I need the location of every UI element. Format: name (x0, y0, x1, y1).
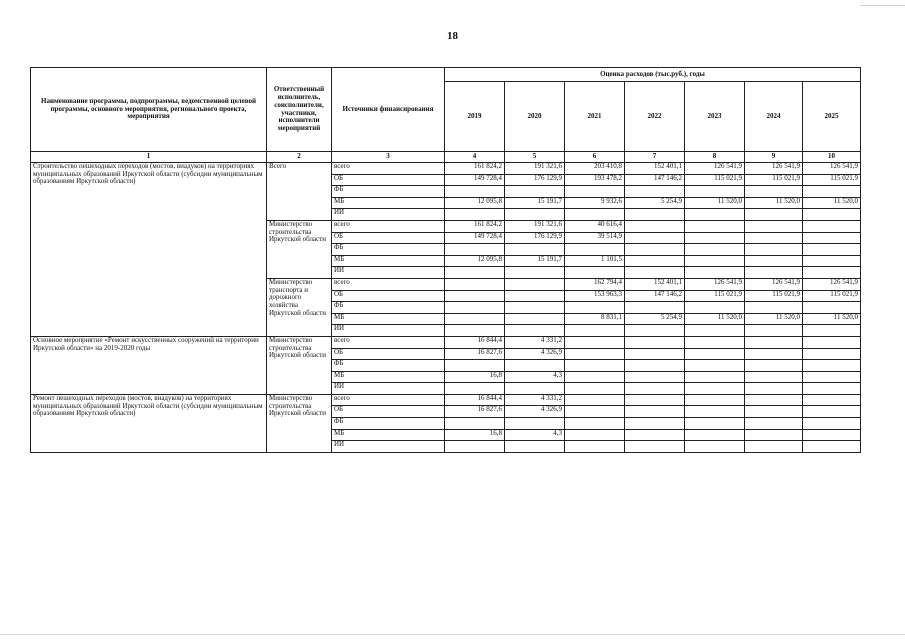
budget-value: 4,3 (505, 371, 565, 383)
header-name: Наименование программы, подпрограммы, ведомственной целевой программы, основного мероприятия, регионального проекта, мероприятия (31, 68, 267, 152)
funding-source: МБ (332, 429, 445, 441)
budget-value (625, 209, 685, 221)
column-number: 4 (445, 152, 505, 163)
budget-value (505, 360, 565, 372)
budget-value: 147 146,2 (625, 174, 685, 186)
budget-value (803, 209, 861, 221)
header-year: 2023 (685, 82, 745, 152)
funding-source: МБ (332, 371, 445, 383)
budget-value (445, 313, 505, 325)
column-number: 10 (803, 152, 861, 163)
budget-value (745, 232, 803, 244)
funding-source: ИИ (332, 267, 445, 279)
budget-value: 126 541,9 (685, 278, 745, 290)
budget-value: 152 401,1 (625, 163, 685, 175)
budget-value (625, 232, 685, 244)
funding-source: ИИ (332, 325, 445, 337)
budget-value (625, 383, 685, 395)
budget-value (445, 302, 505, 314)
budget-value (685, 394, 745, 406)
budget-value (803, 255, 861, 267)
budget-value (565, 360, 625, 372)
budget-value: 40 616,4 (565, 220, 625, 232)
budget-value (745, 220, 803, 232)
budget-value: 16,8 (445, 429, 505, 441)
funding-source: ОБ (332, 406, 445, 418)
budget-value (565, 302, 625, 314)
budget-value: 149 728,4 (445, 232, 505, 244)
budget-value (445, 325, 505, 337)
budget-table (30, 67, 861, 453)
funding-source: ФБ (332, 360, 445, 372)
row-executor: Министерство строительства Иркутской области (267, 336, 332, 394)
budget-value (803, 418, 861, 430)
column-number: 8 (685, 152, 745, 163)
budget-value (803, 441, 861, 453)
funding-source: ФБ (332, 186, 445, 198)
budget-value (685, 429, 745, 441)
budget-value (505, 418, 565, 430)
budget-value: 191 321,6 (505, 220, 565, 232)
header-estimate: Оценка расходов (тыс.руб.), годы (445, 68, 861, 82)
budget-value: 11 520,0 (803, 313, 861, 325)
funding-source: ФБ (332, 302, 445, 314)
funding-source: МБ (332, 313, 445, 325)
header-source: Источники финансирования (332, 68, 445, 152)
column-number: 2 (267, 152, 332, 163)
budget-value (445, 360, 505, 372)
budget-value: 149 728,4 (445, 174, 505, 186)
budget-value: 152 401,1 (625, 278, 685, 290)
budget-value: 5 254,9 (625, 197, 685, 209)
budget-value: 11 520,0 (745, 313, 803, 325)
budget-value (505, 325, 565, 337)
budget-value: 8 831,1 (565, 313, 625, 325)
budget-value (505, 313, 565, 325)
budget-value (685, 418, 745, 430)
budget-value (625, 418, 685, 430)
budget-value: 12 095,8 (445, 197, 505, 209)
budget-value (625, 348, 685, 360)
header-year: 2019 (445, 82, 505, 152)
budget-value (625, 360, 685, 372)
budget-value (565, 383, 625, 395)
funding-source: всего (332, 336, 445, 348)
budget-value (505, 244, 565, 256)
column-number: 6 (565, 152, 625, 163)
budget-value (745, 394, 803, 406)
budget-value (565, 429, 625, 441)
budget-value (625, 255, 685, 267)
budget-value (803, 394, 861, 406)
row-name: Строительство пешеходных переходов (мостов, виадуков) на территориях муниципальных образований Иркутской области (субсидии муниципальным образованиям Иркутской области) (31, 163, 267, 337)
row-name: Ремонт пешеходных переходов (мостов, виадуков) на территориях муниципальных образований Иркутской области (субсидии муниципальным образованиям Иркутской области) (31, 394, 267, 452)
budget-value (803, 371, 861, 383)
budget-value (803, 325, 861, 337)
budget-value (565, 267, 625, 279)
funding-source: всего (332, 163, 445, 175)
funding-source: ИИ (332, 209, 445, 221)
budget-value (565, 325, 625, 337)
budget-value (505, 186, 565, 198)
budget-value: 126 541,9 (685, 163, 745, 175)
budget-value (745, 406, 803, 418)
budget-value: 16,8 (445, 371, 505, 383)
budget-value: 126 541,9 (745, 163, 803, 175)
budget-value: 126 541,9 (745, 278, 803, 290)
budget-value: 39 514,9 (565, 232, 625, 244)
budget-value: 176 129,9 (505, 174, 565, 186)
funding-source: ОБ (332, 348, 445, 360)
budget-value (565, 186, 625, 198)
budget-value (505, 290, 565, 302)
row-executor: Всего (267, 163, 332, 221)
budget-value (685, 244, 745, 256)
budget-value: 153 963,3 (565, 290, 625, 302)
scan-artifact-line (0, 634, 905, 635)
budget-value: 115 021,9 (745, 290, 803, 302)
budget-value: 12 095,8 (445, 255, 505, 267)
budget-value: 11 520,0 (803, 197, 861, 209)
budget-value (803, 267, 861, 279)
budget-value (445, 441, 505, 453)
budget-value (625, 371, 685, 383)
budget-value (745, 418, 803, 430)
budget-value (803, 383, 861, 395)
budget-value: 4 331,2 (505, 394, 565, 406)
budget-value (745, 441, 803, 453)
header-year: 2024 (745, 82, 803, 152)
budget-value: 15 191,7 (505, 255, 565, 267)
funding-source: всего (332, 394, 445, 406)
budget-value (685, 383, 745, 395)
column-number: 1 (31, 152, 267, 163)
budget-value (745, 429, 803, 441)
header-year: 2020 (505, 82, 565, 152)
budget-value (625, 406, 685, 418)
budget-value: 176 129,9 (505, 232, 565, 244)
budget-value (445, 290, 505, 302)
funding-source: всего (332, 278, 445, 290)
budget-value (625, 429, 685, 441)
funding-source: ФБ (332, 244, 445, 256)
budget-value: 126 541,9 (803, 163, 861, 175)
budget-value (685, 232, 745, 244)
scan-artifact-line (860, 5, 905, 6)
budget-value (505, 441, 565, 453)
budget-value: 4,3 (505, 429, 565, 441)
column-number: 9 (745, 152, 803, 163)
budget-value (745, 209, 803, 221)
budget-value (445, 209, 505, 221)
budget-value (803, 348, 861, 360)
budget-value (745, 336, 803, 348)
budget-value (505, 383, 565, 395)
budget-value (745, 371, 803, 383)
budget-value (685, 302, 745, 314)
budget-value (625, 394, 685, 406)
budget-value (625, 302, 685, 314)
budget-value (445, 244, 505, 256)
budget-value (803, 186, 861, 198)
column-number: 5 (505, 152, 565, 163)
page-number: 18 (447, 30, 458, 42)
budget-value (745, 348, 803, 360)
budget-value (445, 267, 505, 279)
budget-value: 16 844,4 (445, 336, 505, 348)
budget-value (565, 209, 625, 221)
header-year: 2022 (625, 82, 685, 152)
budget-value (685, 267, 745, 279)
funding-source: ИИ (332, 441, 445, 453)
budget-value (505, 209, 565, 221)
budget-value: 161 824,2 (445, 163, 505, 175)
budget-value: 9 932,6 (565, 197, 625, 209)
budget-value: 161 824,2 (445, 220, 505, 232)
table-row (31, 394, 861, 406)
budget-value (745, 360, 803, 372)
budget-value (505, 278, 565, 290)
budget-value (803, 360, 861, 372)
budget-value (685, 325, 745, 337)
budget-value (505, 267, 565, 279)
budget-value: 5 254,9 (625, 313, 685, 325)
table-row (31, 163, 861, 175)
budget-value: 11 520,0 (685, 197, 745, 209)
budget-value (803, 429, 861, 441)
budget-value (685, 360, 745, 372)
row-executor: Министерство строительства Иркутской области (267, 220, 332, 278)
funding-source: всего (332, 220, 445, 232)
budget-value: 193 478,2 (565, 174, 625, 186)
budget-value (803, 232, 861, 244)
budget-value (565, 406, 625, 418)
budget-value (685, 371, 745, 383)
budget-value (505, 302, 565, 314)
budget-value (803, 302, 861, 314)
budget-value: 16 827,6 (445, 406, 505, 418)
budget-value (565, 336, 625, 348)
budget-value: 191 321,6 (505, 163, 565, 175)
table-row (31, 336, 861, 348)
budget-value: 16 844,4 (445, 394, 505, 406)
budget-value: 4 326,9 (505, 348, 565, 360)
budget-value (685, 348, 745, 360)
budget-value (685, 186, 745, 198)
budget-value (745, 267, 803, 279)
budget-value (685, 255, 745, 267)
budget-value: 11 520,0 (745, 197, 803, 209)
budget-value (745, 325, 803, 337)
budget-value: 4 331,2 (505, 336, 565, 348)
funding-source: ИИ (332, 383, 445, 395)
budget-value (803, 406, 861, 418)
budget-value: 147 146,2 (625, 290, 685, 302)
budget-value (685, 441, 745, 453)
header-executor: Ответственный исполнитель, соисполнители, участники, исполнители мероприятий (267, 68, 332, 152)
budget-value: 15 191,7 (505, 197, 565, 209)
header-year: 2021 (565, 82, 625, 152)
budget-value (625, 220, 685, 232)
budget-value (445, 418, 505, 430)
budget-value (803, 244, 861, 256)
budget-value (565, 441, 625, 453)
budget-value: 115 021,9 (745, 174, 803, 186)
budget-value: 4 326,9 (505, 406, 565, 418)
budget-value (685, 209, 745, 221)
budget-value: 11 520,0 (685, 313, 745, 325)
budget-value: 126 541,9 (803, 278, 861, 290)
funding-source: ОБ (332, 174, 445, 186)
budget-value (625, 441, 685, 453)
budget-value (565, 394, 625, 406)
budget-value (625, 325, 685, 337)
column-number: 7 (625, 152, 685, 163)
budget-value (803, 220, 861, 232)
budget-value (745, 383, 803, 395)
budget-value (745, 244, 803, 256)
budget-value (685, 336, 745, 348)
funding-source: ОБ (332, 232, 445, 244)
budget-value: 203 410,8 (565, 163, 625, 175)
budget-value (445, 278, 505, 290)
funding-source: МБ (332, 255, 445, 267)
row-name: Основное мероприятие «Ремонт искусственных сооружений на территории Иркутской области» на 2019-2020 годы (31, 336, 267, 394)
budget-value (625, 267, 685, 279)
funding-source: ФБ (332, 418, 445, 430)
row-executor: Министерство транспорта и дорожного хозяйства Иркутской области (267, 278, 332, 336)
budget-value (565, 244, 625, 256)
column-number: 3 (332, 152, 445, 163)
budget-value: 115 021,9 (685, 290, 745, 302)
budget-value: 1 101,5 (565, 255, 625, 267)
budget-value: 162 794,4 (565, 278, 625, 290)
row-executor: Министерство строительства Иркутской области (267, 394, 332, 452)
budget-value (565, 371, 625, 383)
budget-value (445, 186, 505, 198)
budget-value: 115 021,9 (685, 174, 745, 186)
budget-value: 115 021,9 (803, 290, 861, 302)
budget-value (565, 348, 625, 360)
budget-value (685, 406, 745, 418)
budget-value (445, 383, 505, 395)
budget-value: 16 827,6 (445, 348, 505, 360)
budget-value (803, 336, 861, 348)
budget-value: 115 021,9 (803, 174, 861, 186)
budget-value (745, 255, 803, 267)
budget-value (625, 336, 685, 348)
funding-source: МБ (332, 197, 445, 209)
budget-value (685, 220, 745, 232)
budget-value (625, 186, 685, 198)
funding-source: ОБ (332, 290, 445, 302)
budget-value (745, 186, 803, 198)
budget-value (565, 418, 625, 430)
header-year: 2025 (803, 82, 861, 152)
budget-value (625, 244, 685, 256)
budget-value (745, 302, 803, 314)
